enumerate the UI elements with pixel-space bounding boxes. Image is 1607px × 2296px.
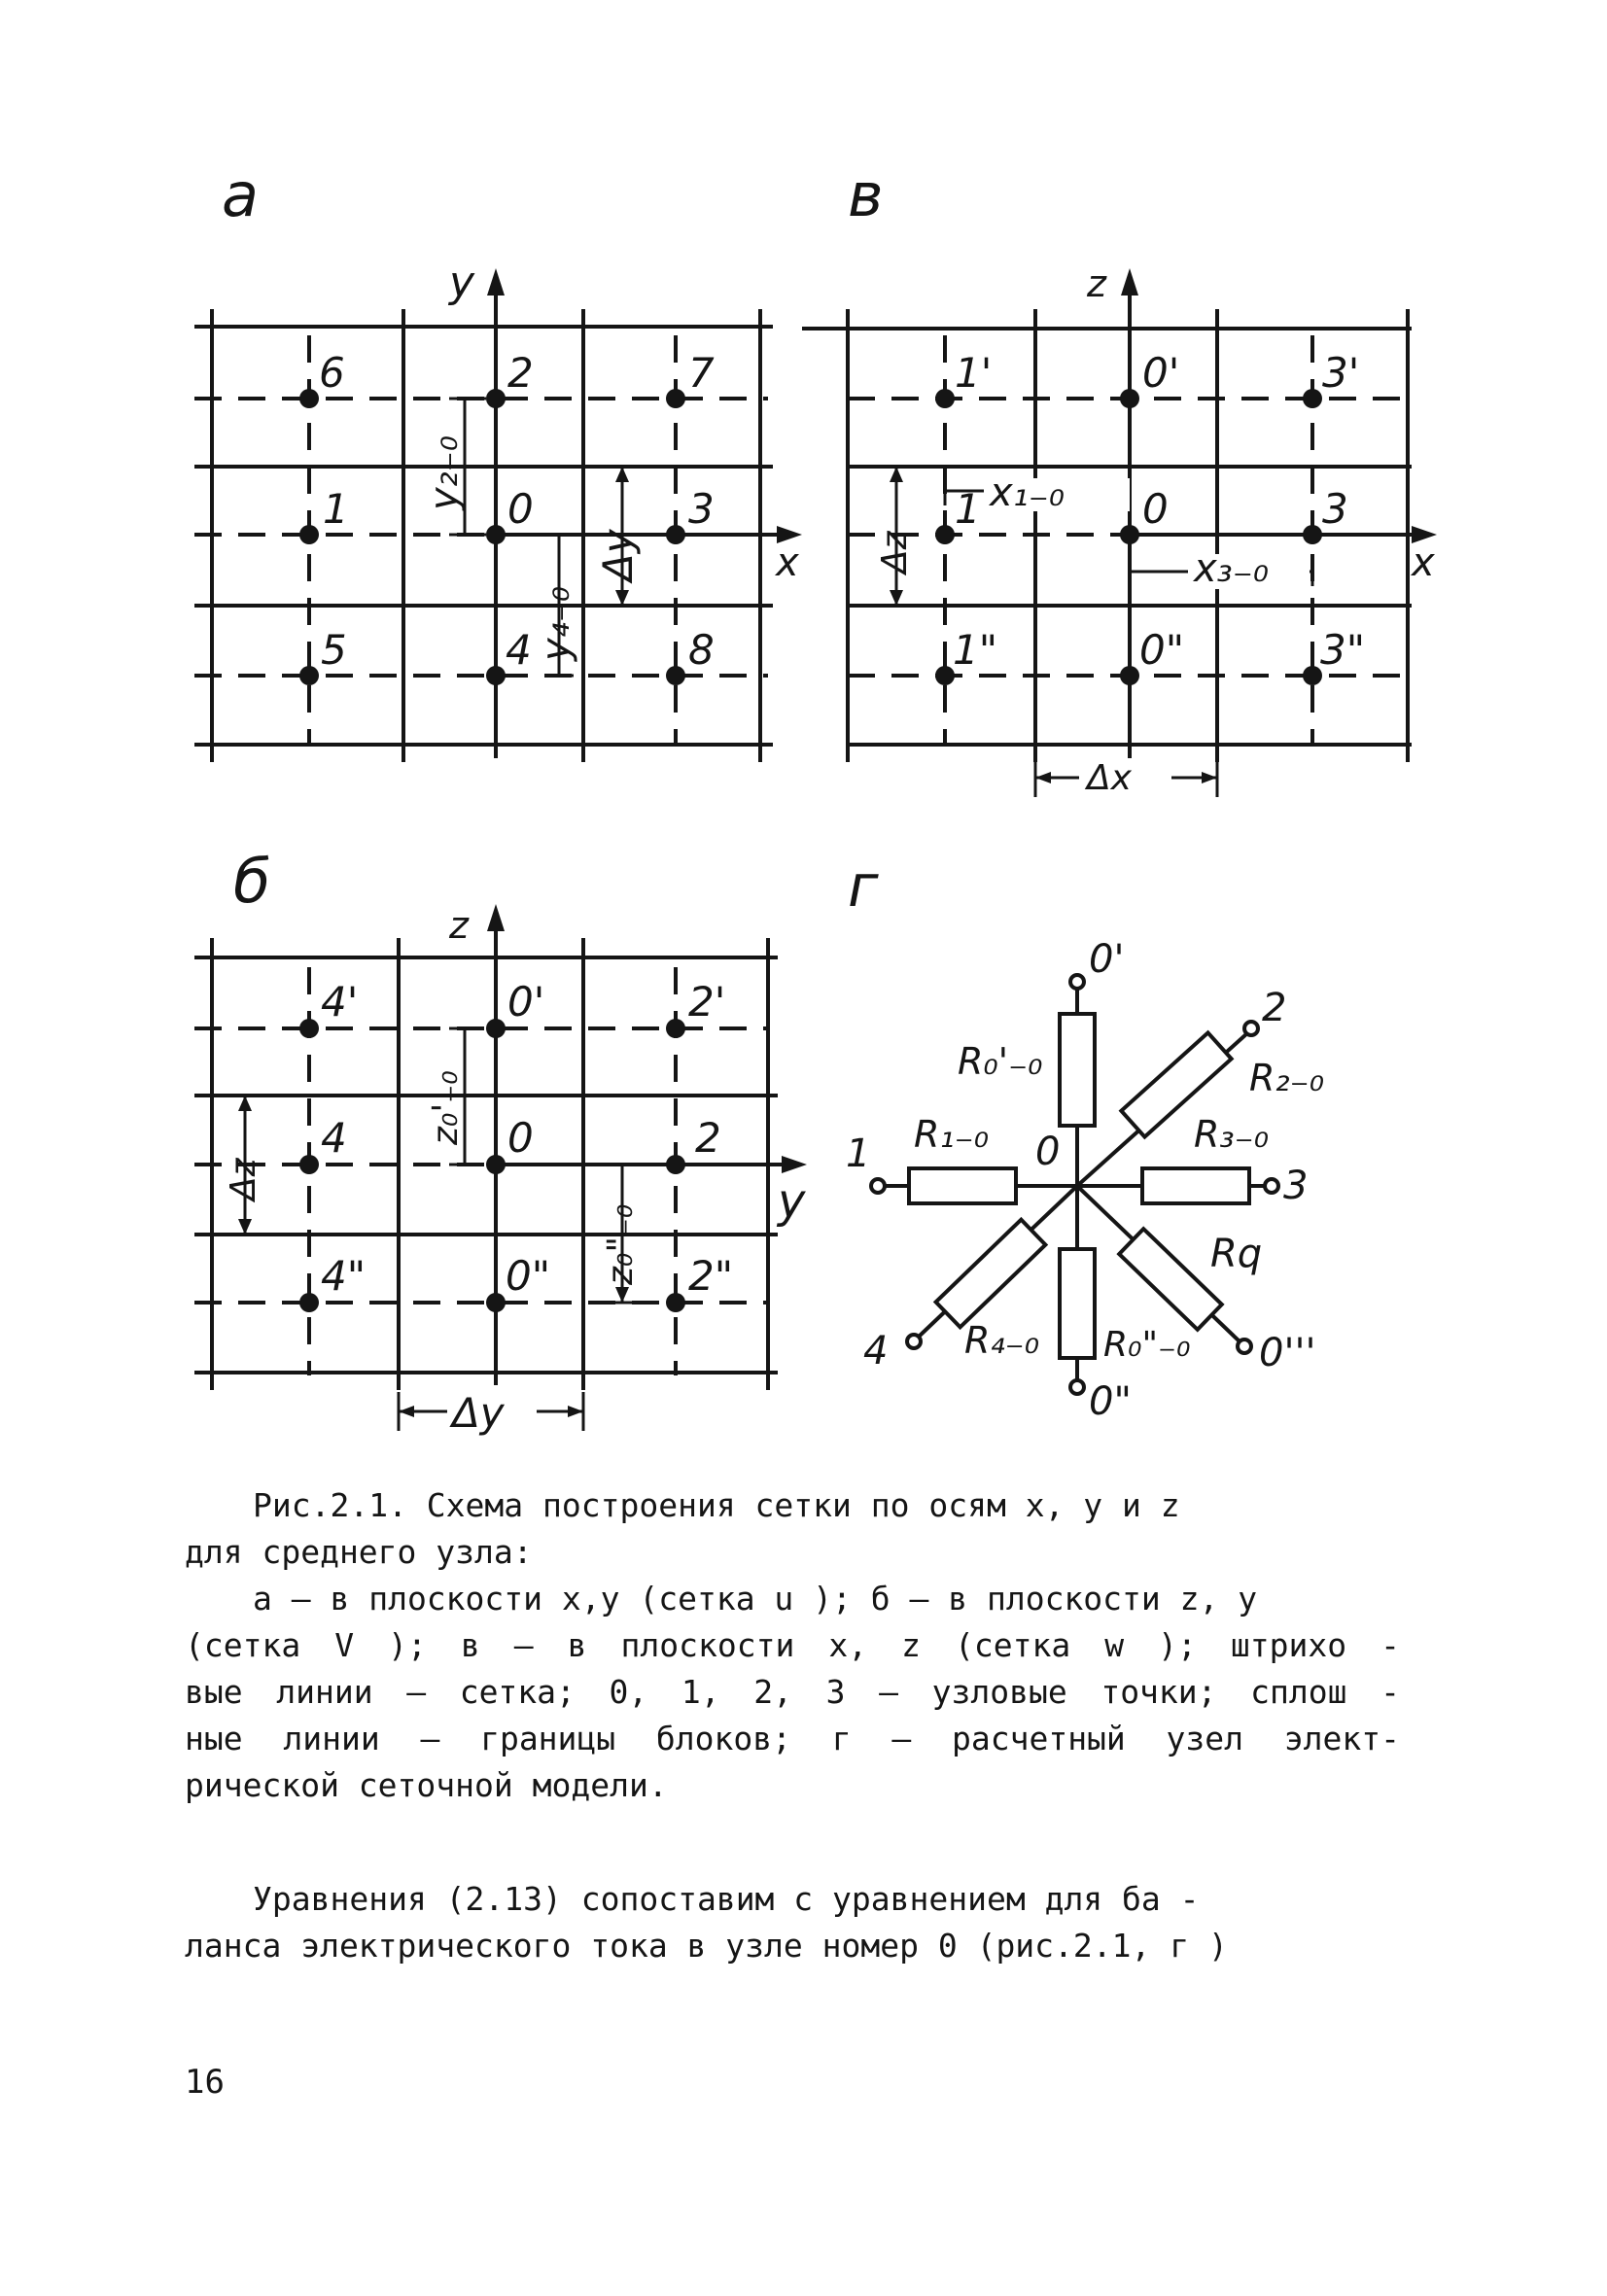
- node-label: 5: [321, 626, 347, 674]
- panel-b-axis-z-label: z: [449, 904, 469, 947]
- node-label: 0: [507, 485, 534, 533]
- node-label: 4': [321, 978, 359, 1026]
- body-line: ланса электрического тока в узле номер 0 (рис.2.1, г ): [185, 1927, 1228, 1965]
- terminal-4: [907, 1335, 921, 1348]
- panel-b-axis-y-label: y: [778, 1174, 806, 1229]
- node-label: 3: [1322, 485, 1348, 533]
- resistor-label: R₀'₋₀: [958, 1040, 1043, 1083]
- terminal-label: 3: [1283, 1164, 1309, 1208]
- node-label: 3: [688, 485, 715, 533]
- panel-b: [194, 846, 807, 1437]
- panel-v-axis-z-label: z: [1087, 262, 1106, 305]
- resistor-q: [1119, 1229, 1222, 1330]
- dimension-dx-label: Δx: [1087, 758, 1132, 798]
- panel-v-axis-x-label: x: [1412, 540, 1435, 585]
- dimension-y4-0-label: y₄₋₀: [534, 586, 578, 661]
- dimension-dz-label: Δz: [875, 531, 915, 574]
- terminal-0ppp: [1238, 1339, 1251, 1353]
- node-label: 1: [955, 485, 981, 533]
- panel-a-dimensions: [422, 399, 642, 676]
- panel-b-axes: [448, 904, 807, 1385]
- body-line: Уравнения (2.13) сопоставим с уравнением для ба -: [253, 1880, 1200, 1918]
- panel-g-label: г: [848, 852, 879, 921]
- panel-v: [802, 159, 1437, 798]
- panel-a-label: а: [222, 159, 259, 230]
- terminal-label: 0": [1089, 1379, 1132, 1424]
- center-node-label: 0: [1035, 1130, 1061, 1174]
- node-label: 3': [1322, 349, 1360, 397]
- dimension-x3-0-label: x₃₋₀: [1194, 546, 1269, 591]
- node-label: 1: [323, 485, 349, 533]
- caption-line: а – в плоскости x,y (сетка u ); б – в плоскости z, y: [253, 1580, 1258, 1618]
- caption-line: ные линии – границы блоков; г – расчетный узел элект-: [185, 1720, 1400, 1757]
- terminal-2: [1244, 1022, 1258, 1035]
- figure-caption: [185, 1482, 1400, 1809]
- panel-a-axis-y-label: y: [449, 258, 475, 307]
- node-label: 1': [955, 349, 993, 397]
- dimension-x1-0-label: x₁₋₀: [990, 470, 1065, 515]
- node-label: 0": [506, 1252, 551, 1300]
- resistor-label: R₃₋₀: [1194, 1113, 1269, 1156]
- caption-line: вые линии – сетка; 0, 1, 2, 3 – узловые точки; сплош -: [185, 1673, 1400, 1711]
- resistor-1-0: [909, 1168, 1016, 1203]
- page-number: 16: [185, 2063, 225, 2102]
- node-label: 2": [688, 1252, 734, 1300]
- resistor-label: Rq: [1210, 1232, 1263, 1276]
- panel-v-label: в: [848, 159, 884, 230]
- dimension-dy-label: Δy: [452, 1389, 505, 1437]
- terminal-0pp: [1070, 1380, 1084, 1394]
- node-label: 6: [319, 349, 345, 397]
- node-label: 0": [1139, 626, 1185, 674]
- dimension-dy-label: Δy: [594, 529, 642, 581]
- terminal-0p: [1070, 975, 1084, 989]
- node-label: 2: [507, 349, 534, 397]
- caption-line: для среднего узла:: [185, 1533, 533, 1571]
- dimension-z0pp-0-label: z₀"₋₀: [601, 1203, 641, 1285]
- node-label: 0: [1142, 485, 1169, 533]
- panel-a: [194, 159, 802, 762]
- panel-g: [846, 852, 1324, 1424]
- terminal-3: [1265, 1179, 1278, 1193]
- node-label: 4: [321, 1114, 347, 1162]
- node-label: 7: [688, 349, 715, 397]
- terminal-label: 0': [1089, 937, 1125, 982]
- node-label: 4": [321, 1252, 367, 1300]
- node-label: 2: [695, 1114, 721, 1162]
- node-label: 2': [688, 978, 726, 1026]
- dimension-y2-0-label: y₂₋₀: [422, 435, 467, 510]
- node-label: 4: [506, 626, 532, 674]
- panel-v-dimensions: [875, 467, 1312, 798]
- resistor-label: R₀"₋₀: [1103, 1325, 1191, 1365]
- caption-line: рической сеточной модели.: [185, 1766, 668, 1804]
- resistor-0pp-0: [1060, 1249, 1095, 1358]
- terminal-label: 1: [846, 1131, 871, 1176]
- node-label: 0': [1142, 349, 1180, 397]
- resistor-3-0: [1142, 1168, 1249, 1203]
- dimension-dz-label: Δz: [224, 1158, 263, 1200]
- panel-a-axis-x-label: x: [776, 540, 799, 585]
- panel-v-axes: [1086, 262, 1437, 758]
- node-label: 3": [1320, 626, 1366, 674]
- node-label: 1": [953, 626, 998, 674]
- resistor-4-0: [936, 1220, 1046, 1328]
- body-paragraph: [185, 1876, 1400, 1969]
- dimension-z0p-0-label: z₀'₋₀: [426, 1070, 466, 1145]
- terminal-label: 2: [1262, 986, 1287, 1030]
- terminal-label: 0''': [1259, 1331, 1316, 1375]
- terminal-1: [871, 1179, 885, 1193]
- resistor-label: R₂₋₀: [1249, 1057, 1324, 1099]
- terminal-label: 4: [863, 1329, 889, 1374]
- node-label: 0': [507, 978, 545, 1026]
- panel-b-label: б: [233, 846, 271, 917]
- node-label: 0: [507, 1114, 534, 1162]
- caption-line: Рис.2.1. Схема построения сетки по осям x, y и z: [253, 1486, 1180, 1524]
- resistor-label: R₁₋₀: [914, 1113, 989, 1156]
- resistor-label: R₄₋₀: [964, 1319, 1039, 1362]
- caption-line: (сетка V ); в – в плоскости x, z (сетка w ); штрихо -: [185, 1626, 1400, 1664]
- resistor-0p-0: [1060, 1014, 1095, 1126]
- node-label: 8: [688, 626, 715, 674]
